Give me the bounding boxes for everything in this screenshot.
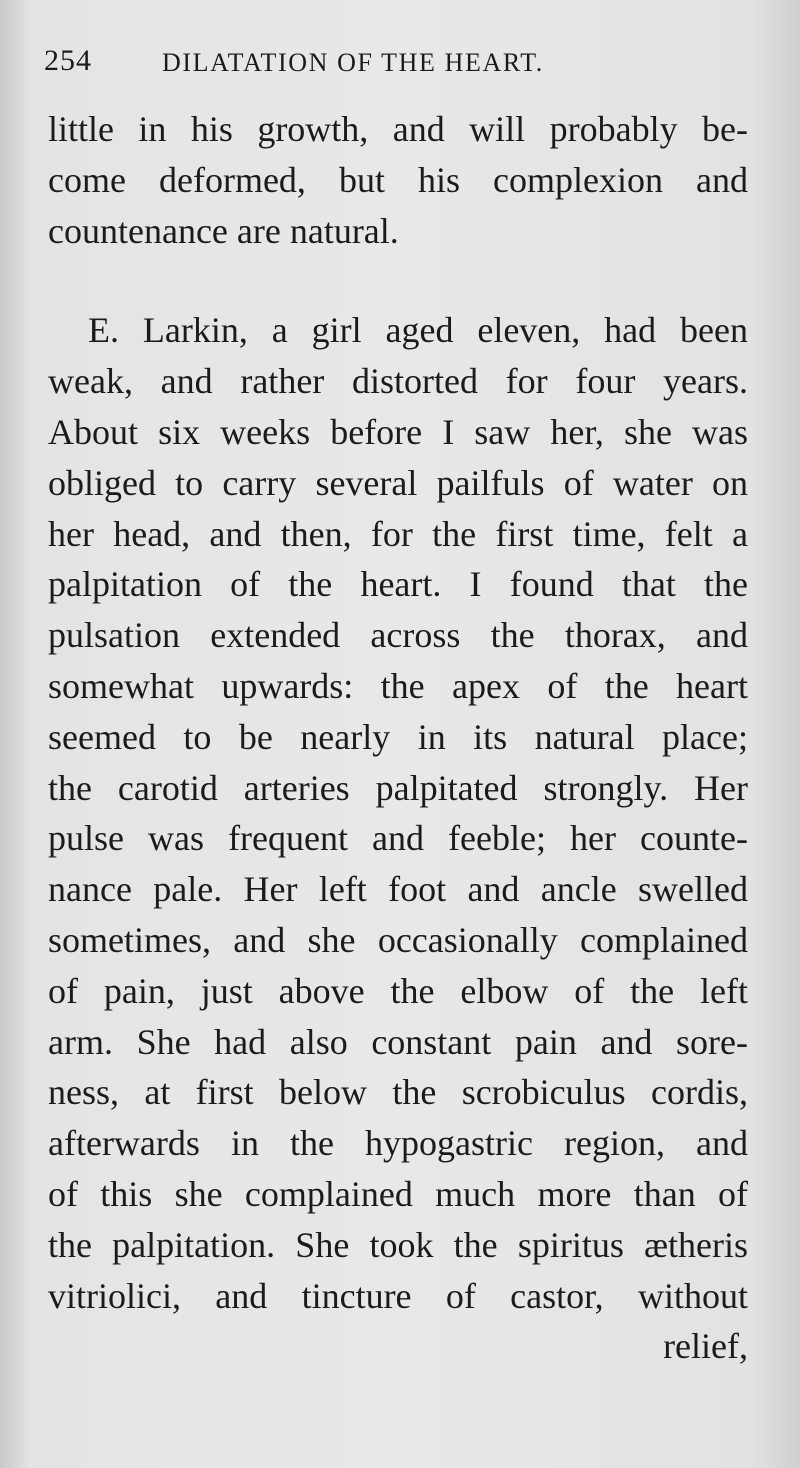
text-line: vitriolici, and tincture of castor, without bbox=[48, 1275, 748, 1316]
text-line: come deformed, but his complexion and bbox=[48, 159, 748, 200]
catchword: relief, bbox=[663, 1326, 748, 1367]
text-line: the carotid arteries palpitated strongly. Her bbox=[48, 767, 748, 808]
text-line: countenance are natural. bbox=[48, 210, 399, 251]
text-line: the palpitation. She took the spiritus ætheris bbox=[48, 1224, 748, 1265]
text-line: arm. She had also constant pain and sore- bbox=[48, 1021, 748, 1062]
text-line: pulsation extended across the thorax, and bbox=[48, 615, 748, 656]
text-line: little in his growth, and will probably be- bbox=[48, 109, 748, 149]
text-line: ness, at first below the scrobiculus cordis, bbox=[48, 1072, 748, 1113]
page-number: 254 bbox=[44, 44, 92, 77]
text-line: seemed to be nearly in its natural place; bbox=[48, 716, 748, 757]
text-line: About six weeks before I saw her, she was bbox=[48, 411, 748, 452]
text-line: palpitation of the heart. I found that the bbox=[48, 564, 748, 605]
text-line: obliged to carry several pailfuls of water on bbox=[48, 462, 748, 503]
running-head bbox=[44, 44, 740, 92]
text-line: of pain, just above the elbow of the left bbox=[48, 970, 748, 1011]
text-line: weak, and rather distorted for four years. bbox=[48, 361, 748, 402]
text-line: pulse was frequent and feeble; her counte- bbox=[48, 818, 748, 859]
running-title: DILATATION OF THE HEART. bbox=[162, 48, 544, 77]
text-line: E. Larkin, a girl aged eleven, had been bbox=[88, 310, 748, 351]
body-text bbox=[48, 104, 748, 1372]
text-line: somewhat upwards: the apex of the heart bbox=[48, 665, 748, 706]
text-line: afterwards in the hypogastric region, and bbox=[48, 1123, 748, 1164]
text-line: her head, and then, for the first time, felt a bbox=[48, 513, 748, 554]
text-line: sometimes, and she occasionally complained bbox=[48, 919, 748, 960]
paragraph-gap bbox=[48, 256, 748, 305]
text-line: nance pale. Her left foot and ancle swelled bbox=[48, 869, 748, 910]
text-line: of this she complained much more than of bbox=[48, 1173, 748, 1214]
